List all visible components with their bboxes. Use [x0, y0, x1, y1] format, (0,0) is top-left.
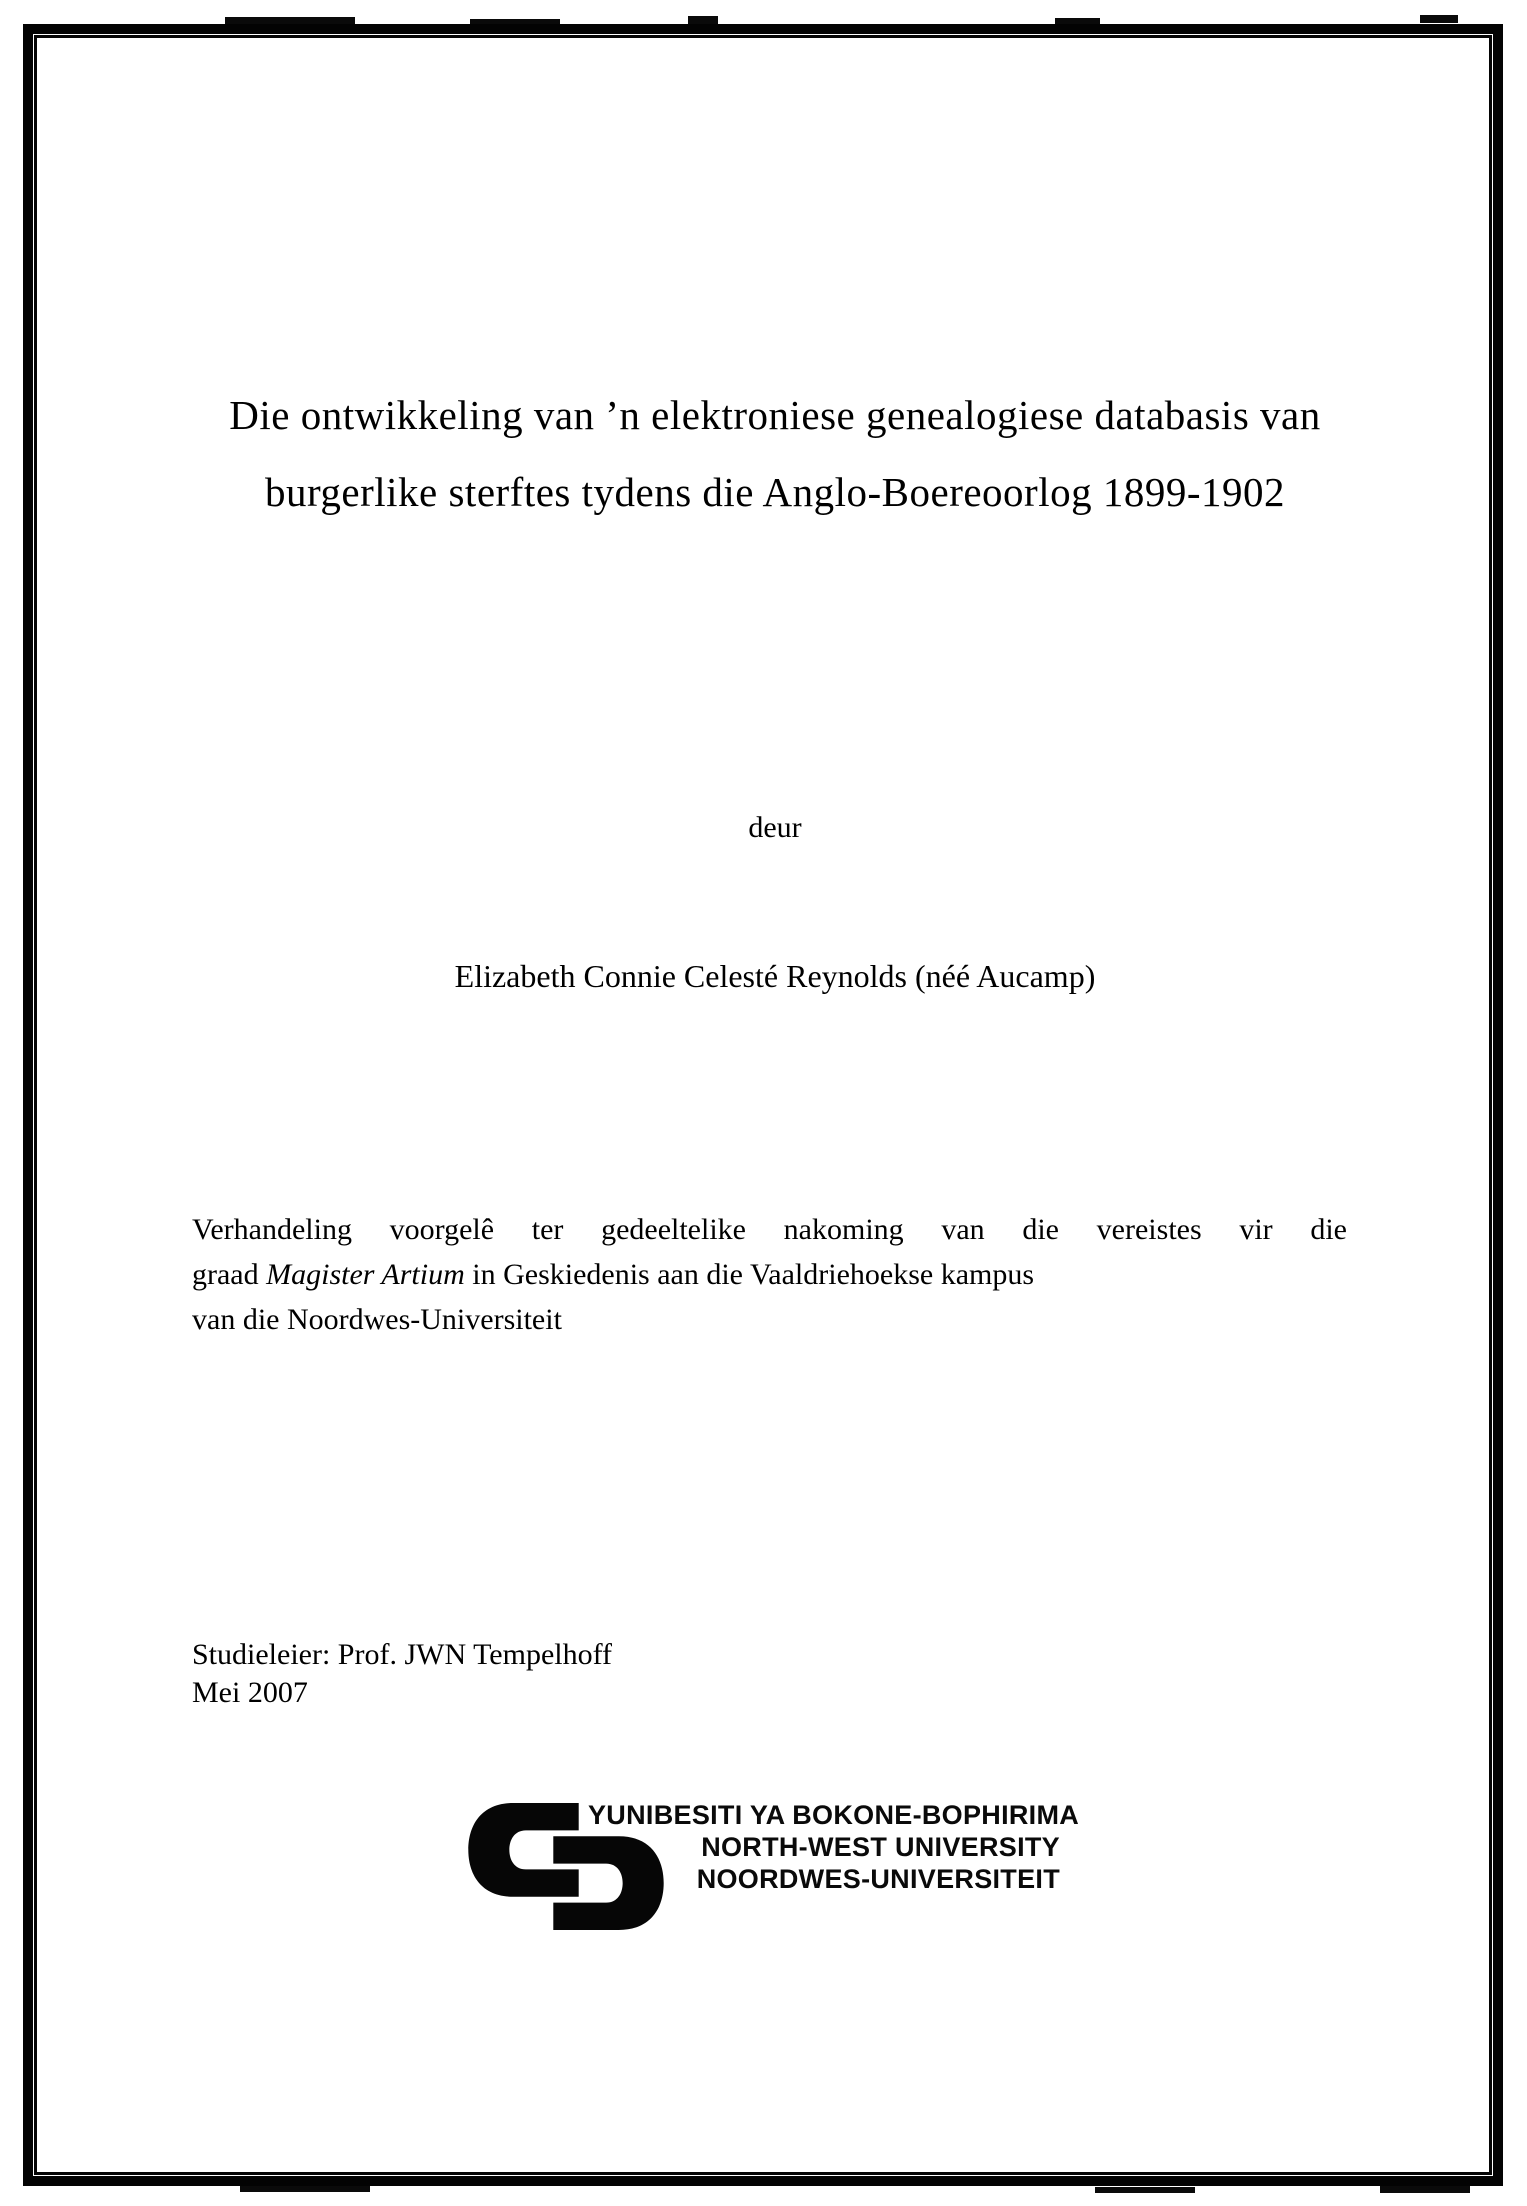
degree-name: Magister Artium	[266, 1258, 465, 1291]
thesis-title	[200, 377, 1350, 531]
statement-line-1: Verhandeling voorgelê ter gedeeltelike nakoming van die vereistes vir die	[192, 1213, 1347, 1246]
logo-line-afrikaans: NOORDWES-UNIVERSITEIT	[696, 1864, 1060, 1894]
thesis-title-line-2: burgerlike sterftes tydens die Anglo-Boereoorlog 1899-1902	[264, 469, 1285, 515]
supervisor-block	[192, 1636, 1092, 1712]
supervisor-line: Studieleier: Prof. JWN Tempelhoff	[192, 1638, 613, 1671]
date-line: Mei 2007	[192, 1676, 308, 1709]
scan-artifact	[1420, 15, 1458, 23]
byline: deur	[748, 811, 802, 844]
statement-line-2-prefix: graad	[192, 1258, 267, 1291]
statement-line-2-suffix: in Geskiedenis aan die Vaaldriehoekse kampus	[464, 1258, 1035, 1291]
logo-line-english: NORTH-WEST UNIVERSITY	[701, 1832, 1060, 1862]
university-logo	[460, 1795, 1080, 1940]
scan-artifact	[240, 2186, 370, 2192]
author-name: Elizabeth Connie Celesté Reynolds (néé Aucamp)	[454, 958, 1096, 994]
statement-line-3: van die Noordwes-Universiteit	[192, 1303, 562, 1336]
university-logo-text	[588, 1799, 1080, 1895]
thesis-title-line-1: Die ontwikkeling van ’n elektroniese genealogiese databasis van	[229, 392, 1321, 438]
statement-line-2	[192, 1252, 1347, 1297]
scan-artifact	[1095, 2187, 1195, 2193]
scan-artifact	[1380, 2186, 1470, 2193]
thesis-statement	[192, 1207, 1347, 1342]
logo-line-setswana: YUNIBESITI YA BOKONE-BOPHIRIMA	[588, 1800, 1080, 1830]
